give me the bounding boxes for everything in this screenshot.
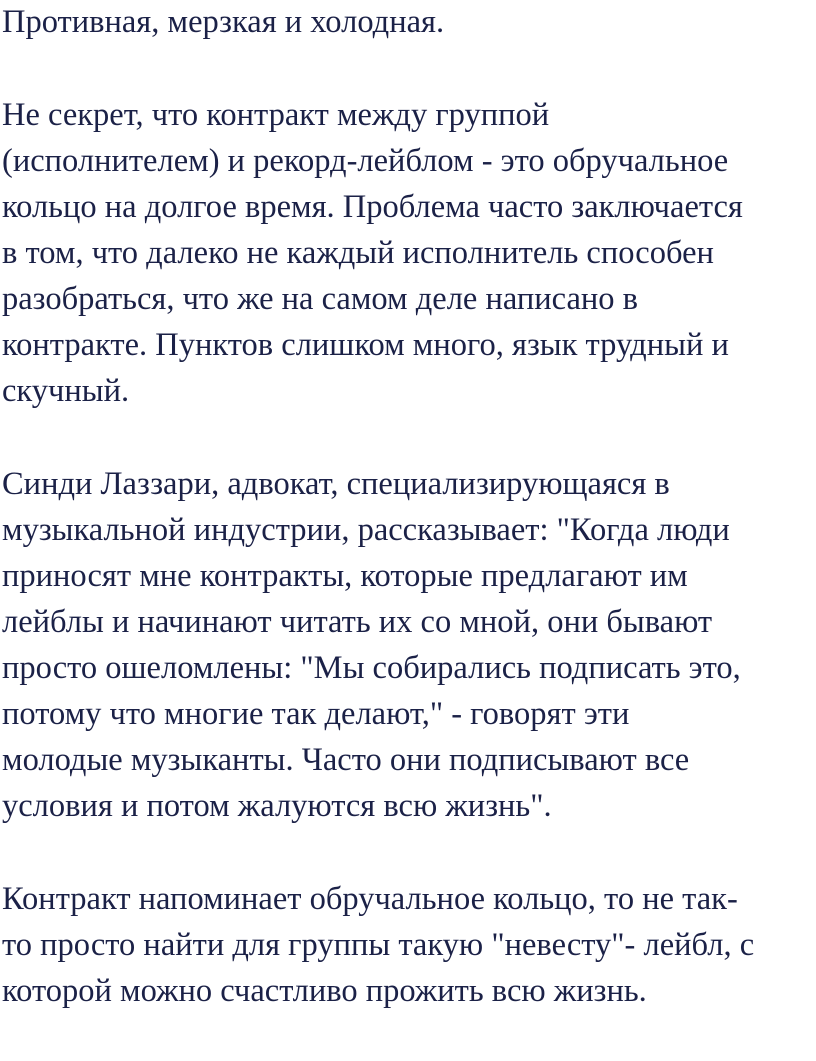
text-line: потому что многие так делают," - говорят эти bbox=[2, 696, 630, 732]
text-line: то просто найти для группы такую "невесту"- лейбл, с bbox=[2, 927, 755, 963]
text-line: скучный. bbox=[2, 373, 130, 409]
text-line: контракте. Пунктов слишком много, язык трудный и bbox=[2, 327, 729, 363]
text-line: Противная, мерзкая и холодная. bbox=[2, 4, 445, 40]
text-line: Контракт напоминает обручальное кольцо, то не так- bbox=[2, 881, 738, 917]
text-line: кольцо на долгое время. Проблема часто заключается bbox=[2, 189, 743, 225]
text-line: просто ошеломлены: "Мы собирались подписать это, bbox=[2, 650, 741, 686]
text-line: условия и потом жалуются всю жизнь". bbox=[2, 788, 552, 824]
text-line: Синди Лаззари, адвокат, специализирующаяся в bbox=[2, 466, 670, 502]
text-line: лейблы и начинают читать их со мной, они бывают bbox=[2, 604, 713, 640]
text-line: (исполнителем) и рекорд-лейблом - это обручальное bbox=[2, 143, 729, 179]
text-line: музыкальной индустрии, рассказывает: "Когда люди bbox=[2, 512, 730, 548]
text-line: Не секрет, что контракт между группой bbox=[2, 97, 550, 133]
text-line: молодые музыканты. Часто они подписывают все bbox=[2, 742, 690, 778]
text-line: которой можно счастливо прожить всю жизнь. bbox=[2, 973, 647, 1009]
text-line: в том, что далеко не каждый исполнитель способен bbox=[2, 235, 714, 271]
text-line: приносят мне контракты, которые предлагают им bbox=[2, 558, 688, 594]
text-line: разобраться, что же на самом деле написано в bbox=[2, 281, 639, 317]
